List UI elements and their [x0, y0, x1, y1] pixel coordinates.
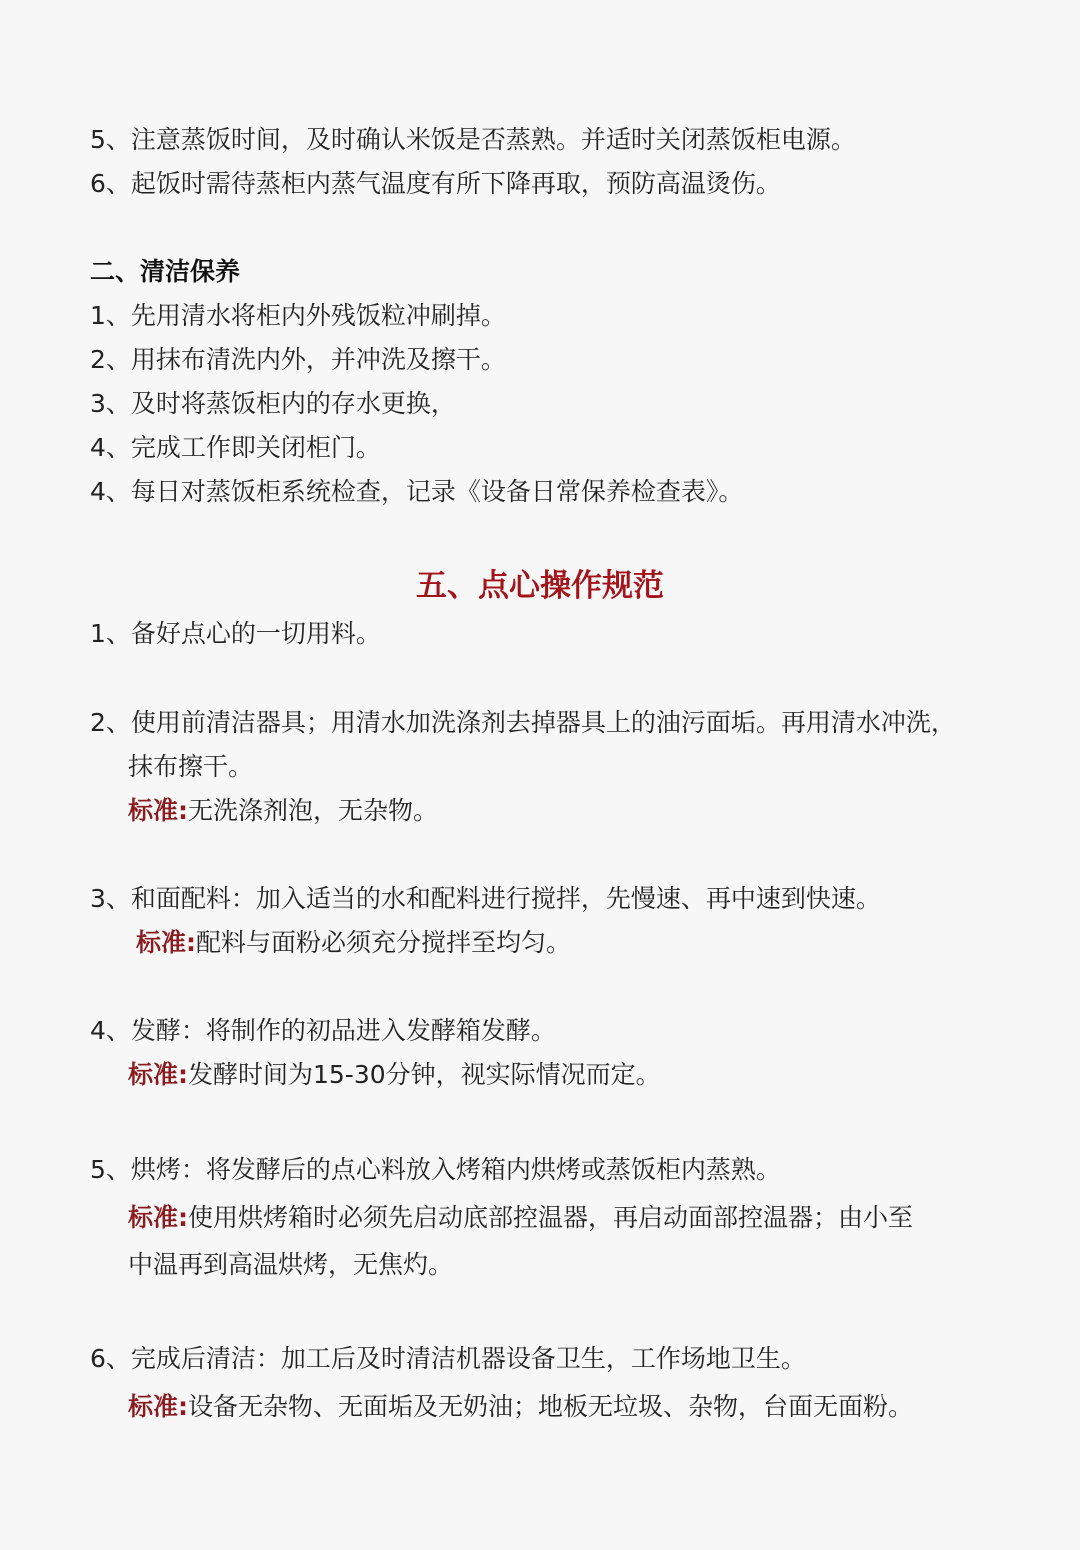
- list-item: 5、烘烤：将发酵后的点心料放入烤箱内烘烤或蒸饭柜内蒸熟。: [90, 1155, 781, 1184]
- standard-text: 发酵时间为15-30分钟，视实际情况而定。: [188, 1060, 661, 1089]
- standard-text: 使用烘烤箱时必须先启动底部控温器，再启动面部控温器；由小至: [188, 1203, 914, 1232]
- list-item: 1、备好点心的一切用料。: [90, 619, 381, 648]
- standard-label: 标准:: [136, 928, 196, 957]
- standard-label: 标准:: [128, 1203, 188, 1232]
- standard-text: 无洗涤剂泡，无杂物。: [188, 796, 439, 825]
- standard-label: 标准:: [128, 1392, 188, 1421]
- list-item: 5、注意蒸饭时间，及时确认米饭是否蒸熟。并适时关闭蒸饭柜电源。: [90, 125, 856, 154]
- standard-line: [128, 1201, 913, 1235]
- list-item: 3、及时将蒸饭柜内的存水更换，: [90, 389, 456, 418]
- standard-text: 配料与面粉必须充分搅拌至均匀。: [196, 928, 572, 957]
- list-item: 4、完成工作即关闭柜门。: [90, 433, 381, 462]
- standard-text: 设备无杂物、无面垢及无奶油；地板无垃圾、杂物，台面无面粉。: [188, 1392, 914, 1421]
- list-item: 4、发酵：将制作的初品进入发酵箱发酵。: [90, 1016, 556, 1045]
- standard-line: [128, 794, 438, 828]
- list-item: 6、起饭时需待蒸柜内蒸气温度有所下降再取，预防高温烫伤。: [90, 169, 781, 198]
- standard-label: 标准:: [128, 1060, 188, 1089]
- standard-continuation: 中温再到高温烘烤，无焦灼。: [128, 1250, 454, 1279]
- list-item: 1、先用清水将柜内外残饭粒冲刷掉。: [90, 301, 506, 330]
- list-item: 6、完成后清洁：加工后及时清洁机器设备卫生，工作场地卫生。: [90, 1344, 806, 1373]
- page-title: 五、点心操作规范: [416, 568, 664, 604]
- list-item: 3、和面配料：加入适当的水和配料进行搅拌，先慢速、再中速到快速。: [90, 884, 881, 913]
- standard-line: [128, 1390, 913, 1424]
- list-item: 4、每日对蒸饭柜系统检查，记录《设备日常保养检查表》。: [90, 477, 744, 506]
- standard-line: [128, 1058, 661, 1092]
- standard-line: [136, 926, 571, 960]
- section-heading-cleaning: 二、清洁保养: [90, 257, 241, 286]
- list-item: 2、使用前清洁器具；用清水加洗涤剂去掉器具上的油污面垢。再用清水冲洗，: [90, 708, 956, 737]
- list-item-continuation: 抹布擦干。: [128, 752, 254, 781]
- list-item: 2、用抹布清洗内外，并冲洗及擦干。: [90, 345, 506, 374]
- standard-label: 标准:: [128, 796, 188, 825]
